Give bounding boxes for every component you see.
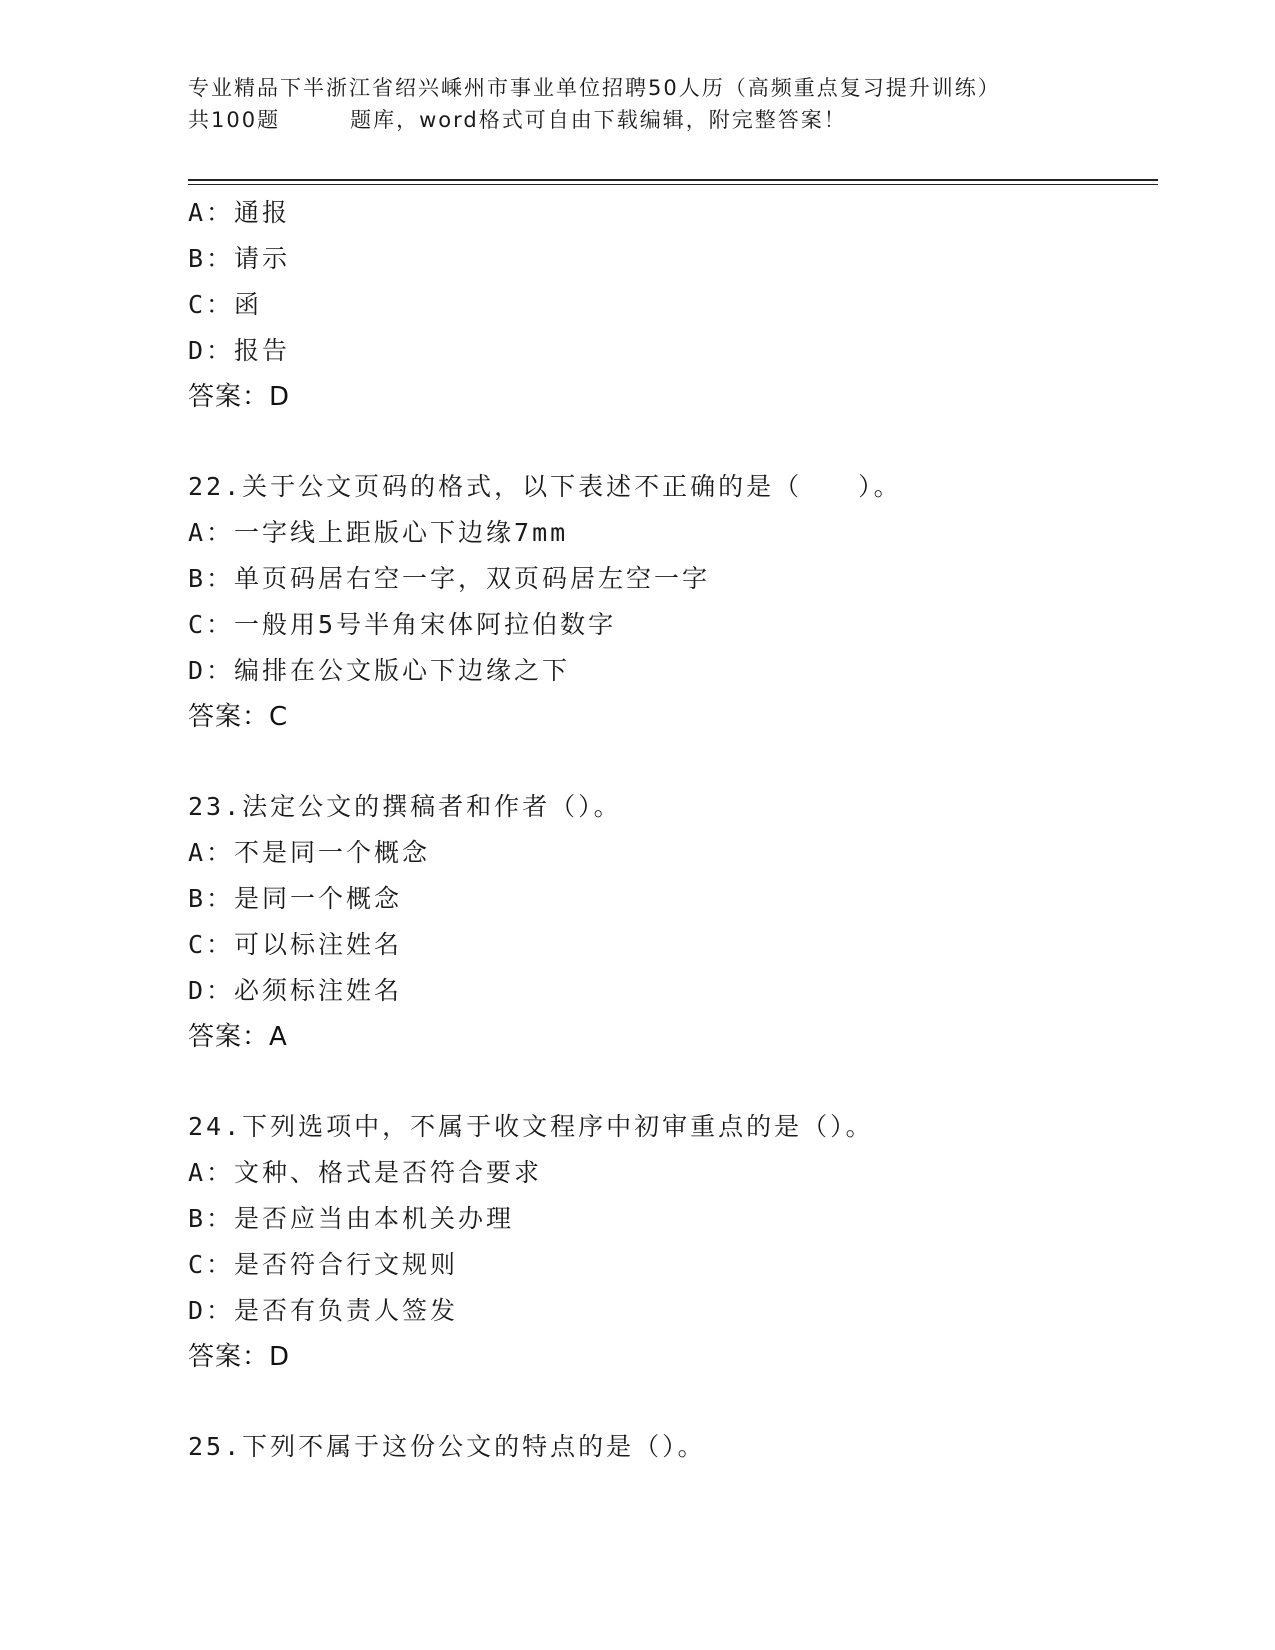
option-a: A：通报 <box>188 198 291 227</box>
option-d: D：报告 <box>188 336 291 365</box>
option-a: A：不是同一个概念 <box>188 838 431 867</box>
question-text: 22.关于公文页码的格式，以下表述不正确的是（ ）。 <box>188 472 902 501</box>
question-block-25 <box>188 1424 1148 1470</box>
option-a: A：文种、格式是否符合要求 <box>188 1158 543 1187</box>
header-description: 题库，word格式可自由下载编辑，附完整答案！ <box>350 108 847 132</box>
question-text: 25.下列不属于这份公文的特点的是（）。 <box>188 1432 706 1461</box>
option-d: D：编排在公文版心下边缘之下 <box>188 656 571 685</box>
question-list <box>188 190 1148 1470</box>
option-c: C：一般用5号半角宋体阿拉伯数字 <box>188 610 617 639</box>
option-b: B：是否应当由本机关办理 <box>188 1204 515 1233</box>
option-a: A：一字线上距版心下边缘7mm <box>188 518 569 547</box>
question-block-22 <box>188 464 1148 740</box>
header-divider-thin <box>188 184 1158 185</box>
question-text: 24.下列选项中，不属于收文程序中初审重点的是（）。 <box>188 1112 874 1141</box>
answer-line: 答案：D <box>188 382 291 412</box>
option-b: B：是同一个概念 <box>188 884 403 913</box>
header-question-count: 共100题 <box>188 108 281 132</box>
document-header <box>188 72 1088 136</box>
question-block-23 <box>188 784 1148 1060</box>
option-b: B：请示 <box>188 244 291 273</box>
answer-line: 答案：D <box>188 1342 291 1372</box>
option-c: C：是否符合行文规则 <box>188 1250 459 1279</box>
answer-line: 答案：C <box>188 702 289 732</box>
question-block-24 <box>188 1104 1148 1380</box>
answer-line: 答案：A <box>188 1022 288 1052</box>
option-d: D：必须标注姓名 <box>188 976 403 1005</box>
option-c: C：函 <box>188 290 263 319</box>
option-b: B：单页码居右空一字，双页码居左空一字 <box>188 564 711 593</box>
question-text: 23.法定公文的撰稿者和作者（）。 <box>188 792 622 821</box>
header-divider-thick <box>188 179 1158 181</box>
header-title-line: 专业精品下半浙江省绍兴嵊州市事业单位招聘50人历（高频重点复习提升训练） <box>188 76 1001 100</box>
option-d: D：是否有负责人签发 <box>188 1296 459 1325</box>
header-subtitle-line <box>188 104 1088 136</box>
option-c: C：可以标注姓名 <box>188 930 403 959</box>
question-block-21-partial <box>188 190 1148 420</box>
